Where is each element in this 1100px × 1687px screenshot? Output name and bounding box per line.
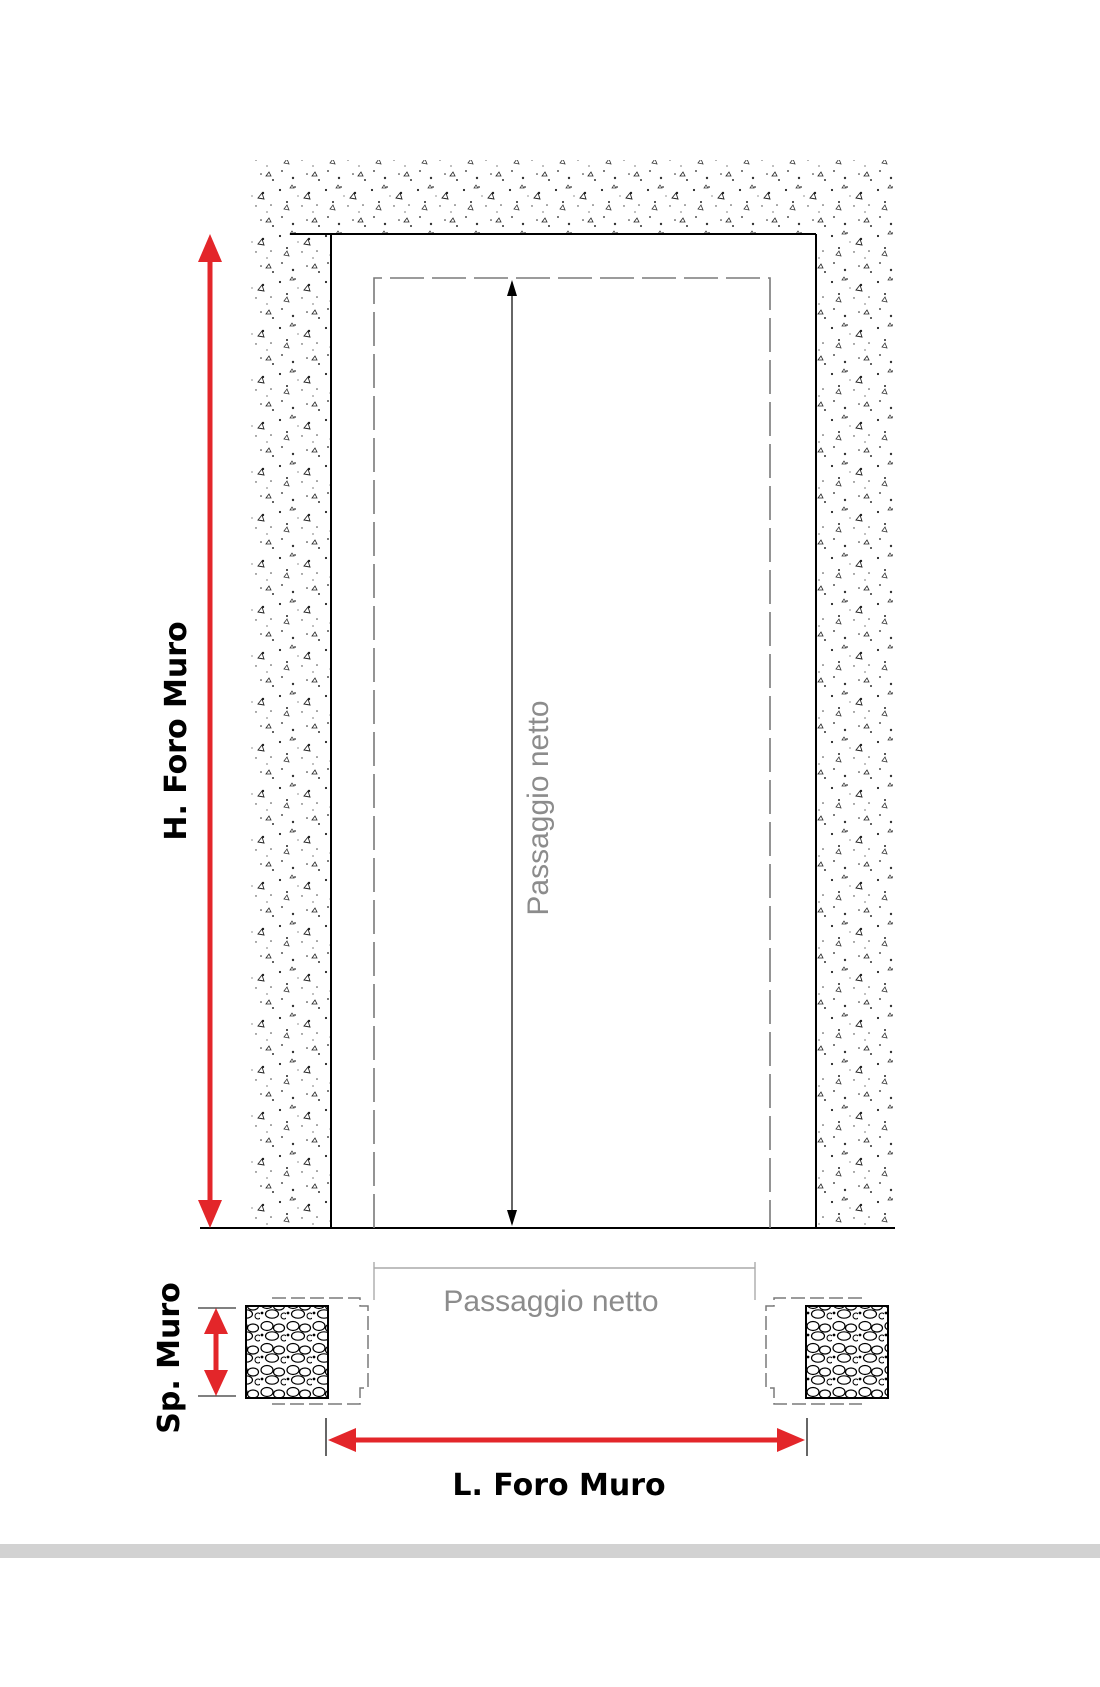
arrow-up-icon	[204, 1308, 228, 1334]
width-wall-opening-label: L. Foro Muro	[452, 1468, 666, 1503]
arrow-up-icon	[507, 280, 517, 296]
arrow-left-icon	[328, 1428, 356, 1452]
wall-thickness-label: Sp. Muro	[152, 1282, 187, 1434]
arrow-right-icon	[777, 1428, 805, 1452]
left-wall-section	[246, 1306, 328, 1398]
right-wall-section	[806, 1306, 888, 1398]
plan-section	[246, 1262, 888, 1404]
arrow-down-icon	[198, 1200, 222, 1228]
arrow-down-icon	[204, 1370, 228, 1396]
clear-passage-horizontal-label: Passaggio netto	[443, 1285, 659, 1318]
width-dimension-arrow	[326, 1418, 807, 1456]
wall-texture	[251, 160, 893, 1228]
clear-passage-height-dimension	[507, 280, 517, 1226]
arrow-down-icon	[507, 1210, 517, 1226]
clear-passage-frame	[374, 278, 770, 1228]
wall-elevation	[200, 160, 895, 1228]
height-wall-opening-label: H. Foro Muro	[159, 621, 194, 841]
wall-thickness-arrow	[198, 1308, 236, 1396]
clear-passage-vertical-label: Passaggio netto	[522, 700, 555, 916]
bottom-band	[0, 1544, 1100, 1558]
arrow-up-icon	[198, 234, 222, 262]
height-dimension-arrow	[198, 234, 222, 1228]
